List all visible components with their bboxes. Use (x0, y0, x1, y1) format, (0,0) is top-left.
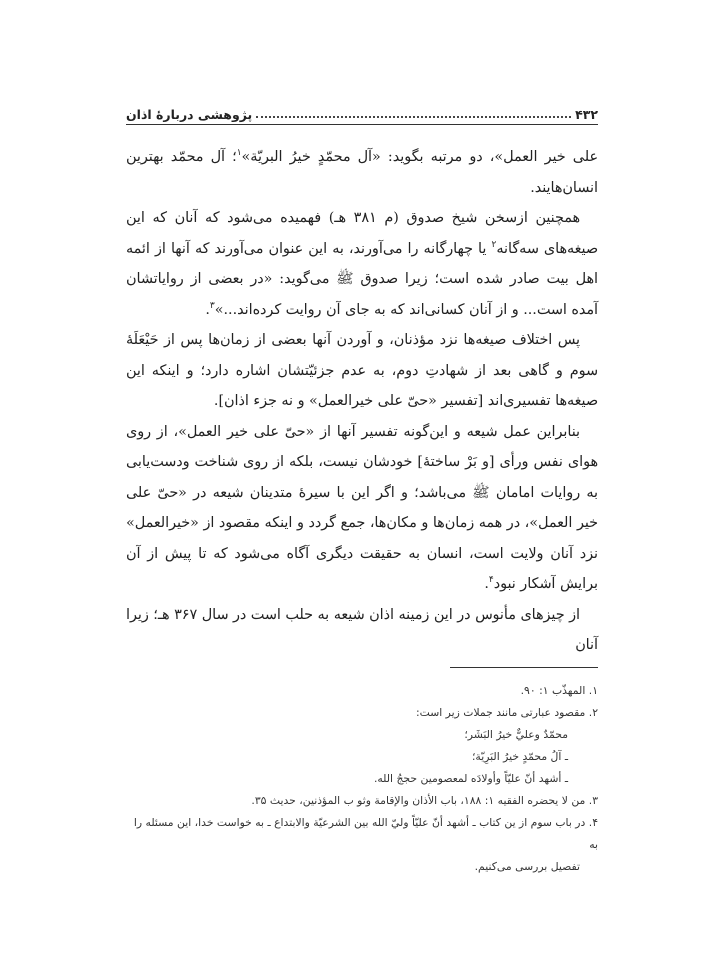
paragraph-4 (126, 417, 598, 600)
footnote-ref-3[interactable]: ۳ (209, 300, 215, 311)
footnote-4-continuation: تفصيل بررسی می‌کنیم. (474, 860, 580, 873)
footnote-2: ۲. مقصود عبارتی مانند جملات زیر است: (415, 706, 598, 719)
footnote-ref-2[interactable]: ۲ (491, 239, 497, 250)
paragraph-1-text: علی خیر العمل»، دو مرتبه بگوید: «آل محمّدٍ خیرُ البریّة» (241, 149, 598, 165)
paragraph-4-text: بنابراین عمل شیعه و این‌گونه تفسیر آنها از «حیّ علی خیر العمل»، از روی هوای نفس ورأی [و بَرْ ساختهٔ] خودشان نیست، بلکه از روی شناخت ودست‌یابی به روایات امامان ﷺ می‌باشد؛ و اگر این با سیرهٔ متدینان شیعه در «حیّ علی خیر العمل»، در همه زمان‌ها و مکان‌ها، جمع گردد و اینکه مقصود از «خیرالعمل» نزد آنان ولایت است، انسان به حقیقت دیگری آگاه می‌شود که تا پیش از آن برایش آشکار نبود (126, 423, 598, 592)
paragraph-2-end: . (205, 301, 210, 318)
paragraph-4-end: . (484, 576, 489, 592)
paragraph-3: پس اختلاف صیغه‌ها نزد مؤذنان، و آوردن آنها بعضی از زمان‌ها پس از حَیْعَلَهٔ سوم و گاهی بعد از شهادتِ دوم، به عدم جزئیّتشان اشاره دارد؛ و اینکه این صیغه‌ها تفسیری‌اند [تفسیر «حیّ علی خیرالعمل» و نه جزء اذان]. (126, 332, 598, 409)
footnote-2-quote-1: محمّدٌ وعليٌّ خيرُ البَشَر؛ (464, 728, 568, 741)
running-title: پژوهشی دربارهٔ اذان (126, 107, 253, 122)
footnotes (126, 680, 598, 878)
paragraph-2 (126, 203, 598, 325)
running-header (126, 96, 598, 122)
footnote-1: ۱. المهذّب ۱: ۹۰. (520, 684, 598, 697)
page-number: ۴۳۲ (575, 107, 598, 122)
footnote-3: ۳. من لا يحضره الفقيه ۱: ۱۸۸، باب الأذان والإقامة وثو ب المؤذنين، حديث ۳۵. (251, 794, 598, 807)
paragraph-5: از چیزهای مأنوس در این زمینه اذان شیعه به حلب است در سال ۳۶۷ هـ؛ زیرا آنان (126, 606, 598, 653)
paragraph-1-end: ؛ آل محمّد بهترین انسان‌هایند. (126, 149, 598, 196)
header-dot-leader (256, 116, 571, 118)
footnote-2-quote-2: ـ آلُ محمّدٍ خيرُ البَرِيّة؛ (471, 750, 568, 763)
footnote-separator (450, 667, 598, 668)
paragraph-2-text-a: همچنین ازسخن شیخ صدوق (م ۳۸۱ هـ) فهمیده می‌شود که آنان که این صیغه‌های سه‌گانه (126, 210, 598, 257)
footnote-4: ۴. در باب سوم از ین کتاب ـ أشهد أنّ عليّاً وليّ الله بين الشرعيّة والابتداع ـ به خواست خدا، این مسئله را به (133, 816, 598, 851)
footnote-ref-4[interactable]: ۴ (488, 575, 494, 586)
footnote-ref-1[interactable]: ۱ (236, 148, 242, 159)
header-rule (126, 124, 598, 125)
paragraph-2-text-b: یا چهارگانه را می‌آورند، به این عنوان می‌آورند که آنها از ائمه اهل بیت صادر شده است؛ زیرا صدوق ﷺ می‌گوید: «در بعضی از روایاتشان آمده است... و از آنان کسانی‌اند که به جای آن روایت کرده‌اند...» (126, 240, 598, 318)
paragraph-1 (126, 142, 598, 203)
main-text (126, 142, 598, 661)
footnote-2-quote-3: ـ أشهد أنّ عليّاً وأولادَه لمعصومين حججُ الله. (373, 772, 568, 785)
